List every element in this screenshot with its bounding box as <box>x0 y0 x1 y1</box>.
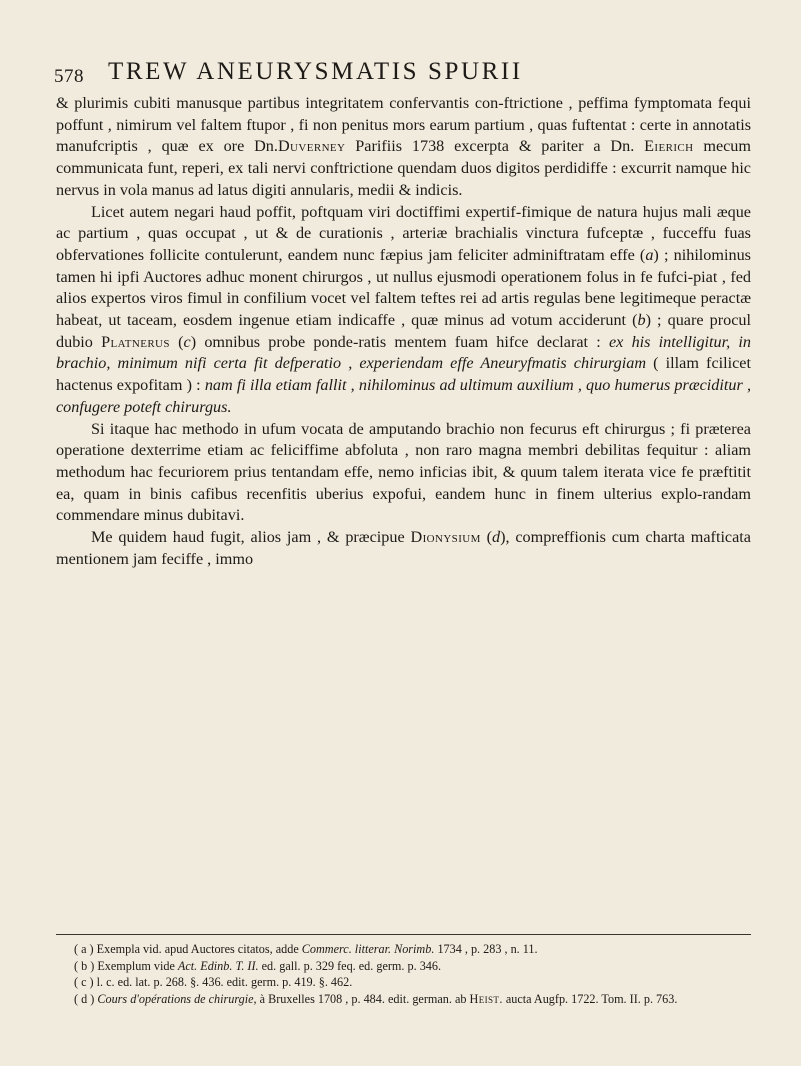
footnote-b <box>56 958 751 975</box>
text-run: Licet autem negari haud poffit, poftquam viri doctiffimi expertif-fimique de natura hujus mali æque ac partium , quas occupat , ut & de curationis , arteriæ brachialis vinctura fufceptæ , fucceffu fuas obfervationes follicite contulerunt, eandem nunc fæpius jam feliciter adminiftratam effe ( <box>56 202 751 264</box>
footnote-ref: b <box>637 311 646 330</box>
text-run: ( <box>169 332 184 351</box>
quotation: nam fi illa etiam fallit , nihilominus ad ultimum auxilium , quo humerus præciditur , confugere poteft chirurgus. <box>56 376 751 416</box>
text-run: ( illam fcilicet hactenus expofitam ) : <box>56 354 751 395</box>
footnote-label: ( b ) <box>74 958 95 973</box>
footnote-label: ( d ) <box>74 991 95 1006</box>
main-text <box>56 93 751 570</box>
footnote-label: ( a ) <box>74 942 94 956</box>
author-name: Heist. <box>469 991 503 1006</box>
text-run: ( <box>480 528 493 547</box>
page-number: 578 <box>54 66 84 87</box>
footnote-d <box>56 991 751 1008</box>
paragraph-4 <box>56 527 751 570</box>
text-run: Me quidem haud fugit, alios jam , & præcipue <box>91 528 411 547</box>
footnote-ref: c <box>183 332 191 351</box>
footnote-a <box>56 941 751 958</box>
footnote-divider <box>56 934 751 935</box>
footnote-label: ( c ) <box>74 975 94 989</box>
running-title: TREW ANEURYSMATIS SPURII <box>108 58 523 85</box>
author-name: Platnerus <box>101 332 170 351</box>
author-name: Eierich <box>644 137 694 156</box>
text-run: Exemplum vide <box>94 958 178 973</box>
page-header <box>54 54 754 90</box>
text-run: aucta Augfp. 1722. Tom. II. p. 763. <box>502 991 678 1006</box>
text-run: ) ; quare procul dubio <box>56 311 751 351</box>
author-name: Duverney <box>277 137 346 156</box>
footnote-ref: a <box>645 245 654 264</box>
text-run: Exempla vid. apud Auctores citatos, adde <box>93 942 302 956</box>
text-run: Parifiis 1738 excerpta & pariter a Dn. <box>345 137 645 156</box>
author-name: Dionysium <box>410 528 481 547</box>
text-run: ), compreffionis cum charta mafticata mentionem jam feciffe , immo <box>56 528 751 568</box>
text-run: mecum communicata funt, reperi, ex tali nervi conftrictione quendam duos digitos perdidiffe : excurrit namque hic nervus in vola manus ad latus digiti annularis, medii & indicis. <box>56 137 751 199</box>
paragraph-3: Si itaque hac methodo in ufum vocata de amputando brachio non fecurus eft chirurgus ; fi præterea operatione dexterrime etiam ac feliciffime abfoluta , non raro magna membri debilitas fequitur : aliam methodum hac fecuriorem prius tentandam effe, nemo inficias ibit, & quum talem iterata vice fe præftitit ea, quam in binis cafibus recenfitis uberius expofui, eandem hunc in finem ulterius explo-randam commendare minus dubitavi. <box>56 419 751 525</box>
paragraph-1 <box>56 93 751 202</box>
footnotes <box>56 941 751 1007</box>
footnote-c <box>56 974 751 991</box>
text-run: ) ; nihilominus tamen hi ipfi Auctores adhuc monent chirurgos , ut nullus ejusmodi operationem folus in fe fufci-piat , fed alios expertos viros fimul in confilium vocet vel faltem teftes rei ad artis regulas bene legitimeque peractæ habeat, ut taceam, eosdem ingenue etiam indicaffe , quæ minus ad votum acciderunt ( <box>56 245 751 330</box>
quotation: ex his intelligitur, in brachio, minimum nifi certa fit defperatio , experiendam effe Aneuryfmatis chirurgiam <box>56 332 751 373</box>
footnote-ref: d <box>492 528 501 547</box>
text-run: ed. gall. p. 329 feq. ed. germ. p. 346. <box>258 958 442 973</box>
work-title: Cours d'opérations de chirurgie, <box>97 991 257 1006</box>
journal-title: Commerc. litterar. Norimb. <box>301 942 435 956</box>
text-run: à Bruxelles 1708 , p. 484. edit. german. ab <box>256 991 470 1006</box>
text-run: l. c. ed. lat. p. 268. §. 436. edit. germ. p. 419. §. 462. <box>93 975 353 989</box>
text-run: ) omnibus probe ponde-ratis mentem fuam hifce declarat : <box>190 332 609 351</box>
paragraph-2 <box>56 202 751 419</box>
text-run: & plurimis cubiti manusque partibus integritatem confervantis con-ftrictione , peffima fymptomata fequi poffunt , nimirum vel faltem ftupor , fi non penitus mors earum partium , quas fuftentat : certe in annotatis manufcriptis , quæ ex ore Dn. <box>56 94 751 156</box>
text-run: 1734 , p. 283 , n. 11. <box>434 942 538 956</box>
journal-title: Act. Edinb. T. II. <box>177 958 259 973</box>
